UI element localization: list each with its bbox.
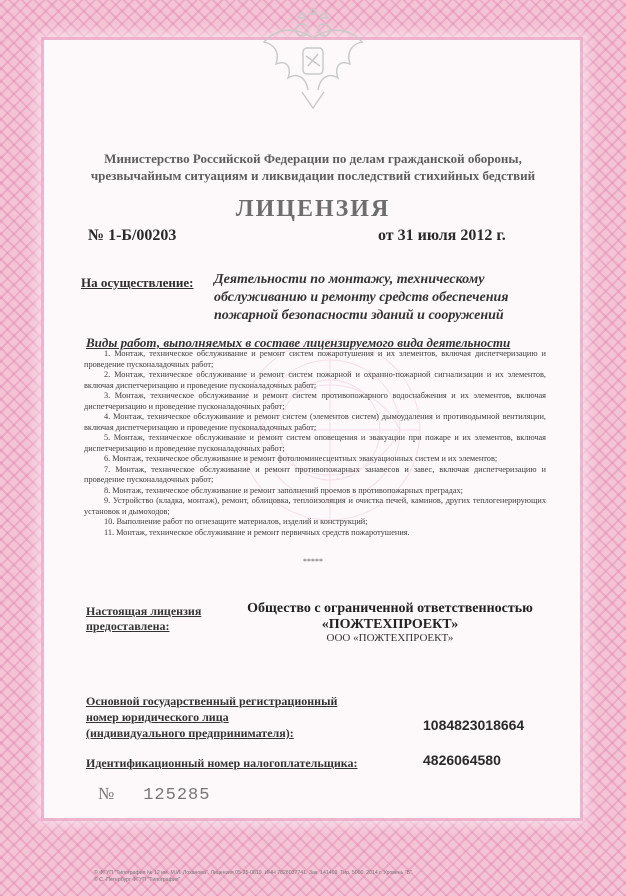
imprint-line-2: © С.-Петербург ФГУП "Типография"	[94, 877, 181, 883]
organization-full-name	[210, 601, 570, 633]
granted-label-line-2: предоставлена:	[86, 619, 170, 633]
works-list	[84, 349, 546, 538]
ogrn-value: 1084823018664	[423, 717, 525, 733]
state-emblem-icon	[258, 8, 368, 118]
inn-label: Идентификационный номер налогоплательщика:	[86, 756, 358, 770]
organization-full-line-2: «ПОЖТЕХПРОЕКТ»	[321, 617, 459, 632]
organization-full-line-1: Общество с ограниченной ответственностью	[247, 601, 533, 616]
printer-imprint	[94, 870, 514, 884]
serial-sign: №	[98, 784, 116, 803]
organization-short-name: ООО «ПОЖТЕХПРОЕКТ»	[326, 632, 454, 644]
work-item-1: 1. Монтаж, техническое обслуживание и ремонт систем пожаротушения и их элементов, включая диспетчеризацию и проведение пусконаладочных работ;	[84, 349, 546, 369]
imprint-line-1: © ФГУП "Типография № 12 им. М.И. Лоханова". Лицензия 05-25-0619. ИНН 7828037741. Зак. 141409. Тир. 5000. 2014 г. Уровень "Б".	[94, 870, 414, 876]
ogrn-label-line-3: (индивидуального предпринимателя):	[86, 726, 294, 740]
granted-label	[86, 604, 226, 634]
work-item-3: 3. Монтаж, техническое обслуживание и ремонт систем противопожарного водоснабжения и их элементов, включая диспетчеризацию и проведение пусконаладочных работ;	[84, 391, 546, 411]
document-title: ЛИЦЕНЗИЯ	[235, 196, 391, 222]
work-item-11: 11. Монтаж, техническое обслуживание и ремонт первичных средств пожаротушения.	[104, 527, 410, 537]
activity-label: На осуществление:	[81, 275, 194, 290]
license-date: от 31 июля 2012 г.	[378, 227, 506, 244]
work-item-7: 7. Монтаж, техническое обслуживание и ремонт противопожарных занавесов и завес, включая диспетчеризацию и проведение пусконаладочных работ;	[84, 464, 546, 484]
ministry-header	[60, 150, 566, 184]
form-serial-number	[98, 784, 210, 805]
works-heading: Виды работ, выполняемых в составе лицензируемого вида деятельности	[86, 335, 511, 350]
work-item-9: 9. Устройство (кладка, монтаж), ремонт, облицовка, теплоизоляция и очистка печей, каминов, других теплогенерирующих установок и дымоходов;	[84, 496, 546, 516]
serial-value: 125285	[143, 786, 211, 805]
work-item-6: 6. Монтаж, техническое обслуживание и ремонт фотолюминесцентных эвакуационных систем и их элементов;	[104, 454, 498, 463]
activity-text: Деятельности по монтажу, техническому обслуживанию и ремонту средств обеспечения пожарной безопасности зданий и сооружений	[214, 272, 509, 323]
ogrn-label-line-2: номер юридического лица	[86, 710, 229, 724]
ogrn-label	[86, 693, 337, 741]
granted-label-line-1: Настоящая лицензия	[86, 604, 202, 618]
work-item-8: 8. Монтаж, техническое обслуживание и ремонт заполнений проемов в противопожарных преградах;	[104, 485, 463, 495]
inn-value: 4826064580	[423, 752, 501, 768]
work-item-5: 5. Монтаж, техническое обслуживание и ремонт систем оповещения и эвакуации при пожаре и их элементов, включая диспетчеризацию и проведение пусконаладочных работ;	[84, 433, 546, 453]
work-item-2: 2. Монтаж, техническое обслуживание и ремонт систем пожарной и охранно-пожарной сигнализации и их элементов, включая диспетчеризацию и проведение пусконаладочных работ;	[84, 370, 546, 390]
ogrn-label-line-1: Основной государственный регистрационный	[86, 694, 338, 708]
work-item-4: 4. Монтаж, техническое обслуживание и ремонт систем (элементов систем) дымоудаления и противодымной вентиляции, включая диспетчеризацию и проведение пусконаладочных работ;	[84, 412, 546, 432]
work-item-10: 10. Выполнение работ по огнезащите материалов, изделий и конструкций;	[104, 517, 368, 526]
license-number: № 1-Б/00203	[88, 227, 177, 244]
bottom-border-strip	[0, 836, 626, 896]
ministry-line-2: чрезвычайным ситуациям и ликвидации последствий стихийных бедствий	[90, 168, 536, 183]
ministry-line-1: Министерство Российской Федерации по делам гражданской обороны,	[104, 151, 522, 166]
end-of-list-mark: *****	[303, 557, 323, 566]
